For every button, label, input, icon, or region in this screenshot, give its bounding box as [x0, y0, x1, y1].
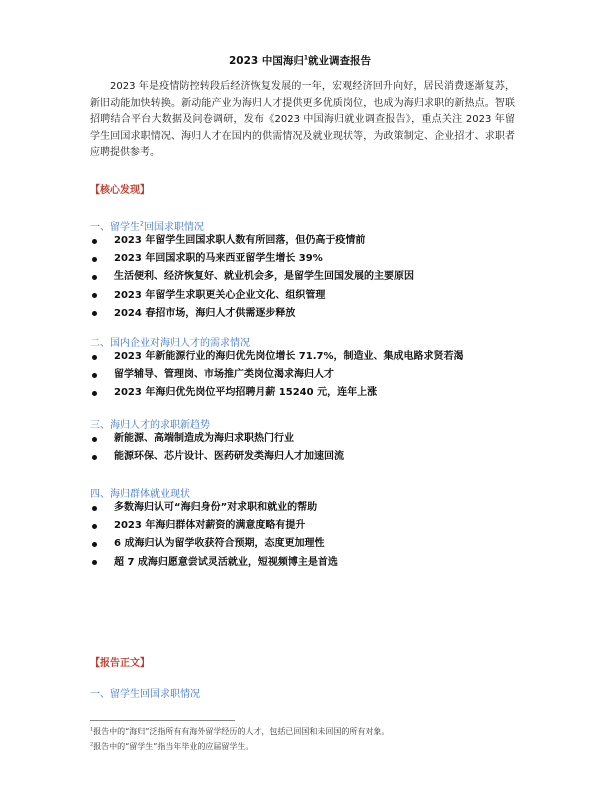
section-list-3: [90, 430, 520, 466]
list-item: 2023 年留学生求职更关心企业文化、组织管理: [90, 287, 520, 305]
footnote-divider: [90, 720, 235, 721]
bullet-icon: [92, 506, 97, 511]
bullet-icon: [92, 275, 97, 280]
list-item: 2023 年新能源行业的海归优先岗位增长 71.7%，制造业、集成电路求贤若渴: [90, 348, 520, 366]
bullet-icon: [92, 524, 97, 529]
section-heading-3: 三、海归人才的求职新趋势: [90, 420, 210, 431]
section-list-2: [90, 348, 520, 403]
list-item: 2023 年海归群体对薪资的满意度略有提升: [90, 517, 520, 535]
list-item: 留学辅导、管理岗、市场推广类岗位渴求海归人才: [90, 366, 520, 384]
bullet-icon: [92, 373, 97, 378]
body-section-heading: 一、留学生回国求职情况: [90, 689, 200, 700]
list-item: 多数海归认可“海归身份”对求职和就业的帮助: [90, 499, 520, 517]
bullet-icon: [92, 391, 97, 396]
list-item: 超 7 成海归愿意尝试灵活就业，短视频博主是首选: [90, 554, 520, 572]
list-item: 2023 年回国求职的马来西亚留学生增长 39%: [90, 250, 520, 268]
bullet-icon: [92, 560, 97, 565]
list-item: 生活便利、经济恢复好、就业机会多，是留学生回国发展的主要原因: [90, 268, 520, 286]
bullet-icon: [92, 239, 97, 244]
core-findings-tag: 【核心发现】: [90, 185, 150, 196]
bullet-icon: [92, 293, 97, 298]
intro-paragraph: 2023 年是疫情防控转段后经济恢复发展的一年，宏观经济回升向好，居民消费逐渐复苏，新旧动能加快转换。新动能产业为海归人才提供更多优质岗位，也成为海归求职的新热点。智联招聘结合平台大数据及问卷调研，发布《2023 中国海归就业调查报告》，重点关注 2023 年留学生回国求职情况、海归人才在国内的供需情况及就业现状等，为政策制定、企业招才、求职者应聘提供参考。: [90, 81, 515, 158]
list-item: 2023 年留学生回国求职人数有所回落，但仍高于疫情前: [90, 232, 520, 250]
section-list-4: [90, 499, 520, 572]
section-heading-4: 四、海归群体就业现状: [90, 489, 190, 500]
bullet-icon: [92, 437, 97, 442]
list-item: 新能源、高端制造成为海归求职热门行业: [90, 430, 520, 448]
report-body-tag: 【报告正文】: [90, 658, 150, 669]
list-item: 6 成海归认为留学收获符合预期，态度更加理性: [90, 535, 520, 553]
section-list-1: [90, 232, 520, 323]
footnote-1: $^1$报告中的“海归”泛指所有有海外留学经历的人才，包括已回国和未回国的所有对象。: [90, 726, 390, 736]
list-item: 能源环保、芯片设计、医药研发类海归人才加速回流: [90, 448, 520, 466]
list-item: 2024 春招市场，海归人才供需逐步释放: [90, 305, 520, 323]
list-item: 2023 年海归优先岗位平均招聘月薪 15240 元，连年上涨: [90, 384, 520, 402]
section-heading-1: 一、留学生$^2$回国求职情况: [90, 220, 204, 233]
footnote-2: $^2$报告中的“留学生”指当年毕业的应届留学生。: [90, 741, 254, 751]
bullet-icon: [92, 257, 97, 262]
report-title: 2023 中国海归$^1$就业调查报告: [228, 54, 372, 67]
bullet-icon: [92, 311, 97, 316]
bullet-icon: [92, 542, 97, 547]
section-heading-2: 二、国内企业对海归人才的需求情况: [90, 338, 250, 349]
bullet-icon: [92, 355, 97, 360]
bullet-icon: [92, 455, 97, 460]
